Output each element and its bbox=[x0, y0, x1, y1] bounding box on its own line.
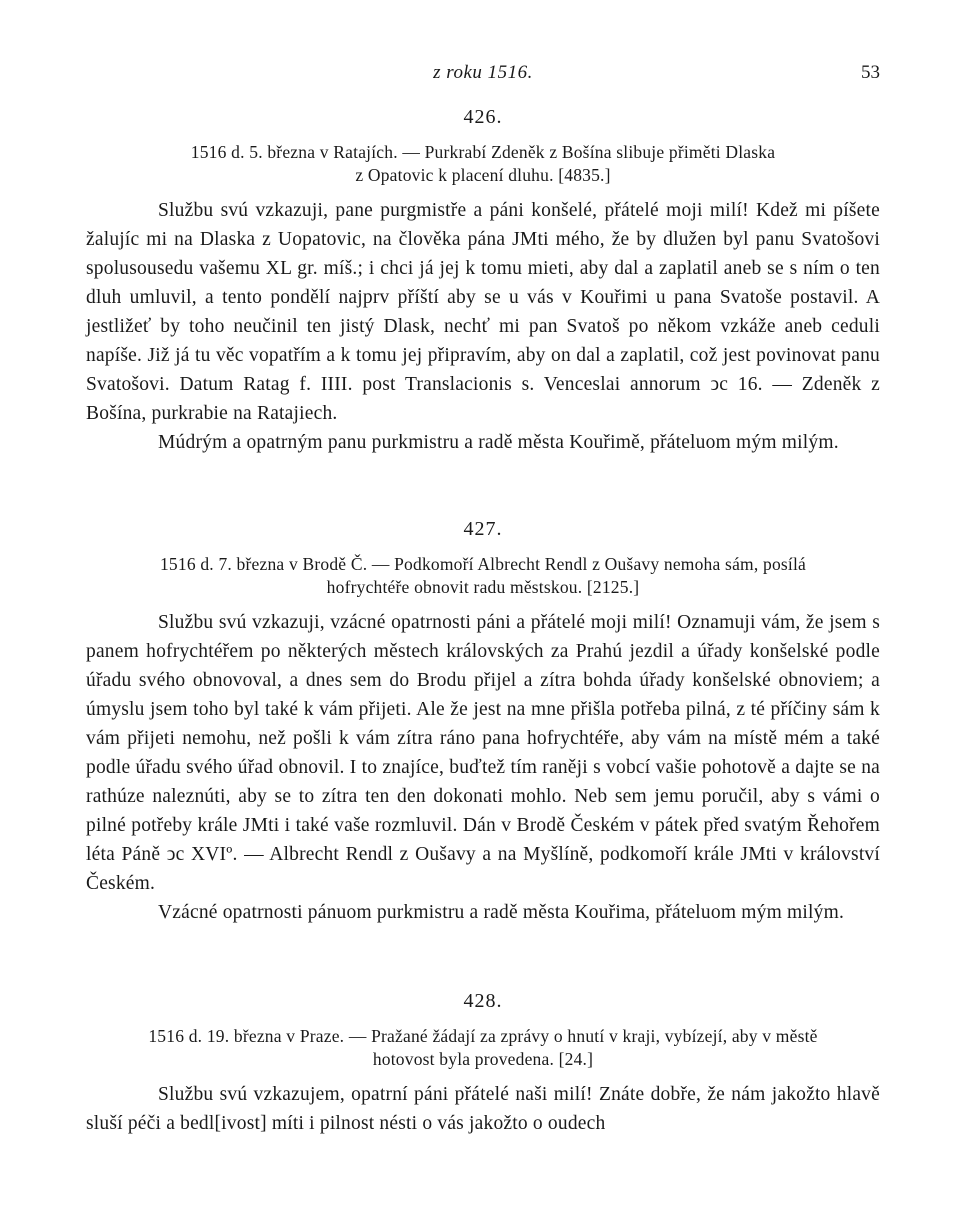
regest-line: 1516 d. 19. března v Praze. — Pražané žádají za zprávy o hnutí v kraji, vybízejí, aby v městě bbox=[148, 1026, 818, 1046]
document-regest bbox=[86, 1025, 880, 1071]
document-number: 426. bbox=[463, 106, 503, 128]
running-head bbox=[86, 62, 880, 86]
address-paragraph: Múdrým a opatrným panu purkmistru a radě města Kouřimě, přáteluom mým milým. bbox=[158, 432, 839, 453]
document-regest bbox=[86, 553, 880, 599]
regest-line: 1516 d. 5. března v Ratajích. — Purkrabí Zdeněk z Bošína slibuje přiměti Dlaska bbox=[190, 142, 776, 162]
letter-paragraph: Službu svú vzkazuji, vzácné opatrnosti páni a přátelé moji milí! Oznamuji vám, že jsem s panem hofrychtéřem po některých městech královských za Prahú jezdil a úřady konšelské podle úřadu svého obnovoval, a dnes sem do Brodu přijel a zítra bohda úřady konšelské obnoviem; a úmyslu jsem toho byl také k vám přijeti. Ale že jest na mne přišla potřeba pilná, z té příčiny sám k vám přijeti nemohu, než pošli k vám zítra ráno pana hofrychtéře, aby vám na místě mém a také podle úřadu svého úřad obnovil. I to znajíce, buďtež tím raněji s vobcí vašie pohotově a dajte se na rathúze naleznúti, aby se to zítra ten den dokonati mohlo. Neb sem jemu poručil, aby s vámi o pilné potřeby krále JMti i také vaše rozmluvil. Dán v Brodě Českém v pátek před svatým Řehořem léta Páně ↄc XVIº. — Albrecht Rendl z Oušavy a na Myšlíně, podkomoří krále JMti v království Českém. bbox=[86, 612, 880, 894]
document-text bbox=[86, 608, 880, 927]
regest-line: z Opatovic k placení dluhu. [4835.] bbox=[355, 165, 611, 185]
document-text bbox=[86, 1080, 880, 1138]
document-text bbox=[86, 196, 880, 457]
page-number: 53 bbox=[861, 62, 880, 83]
document-number: 427. bbox=[463, 518, 503, 540]
document-entry bbox=[86, 106, 880, 457]
running-title: z roku 1516. bbox=[433, 62, 533, 83]
document-number: 428. bbox=[463, 990, 503, 1012]
regest-line: hofrychtéře obnovit radu městskou. [2125.] bbox=[326, 577, 640, 597]
letter-paragraph: Službu svú vzkazujem, opatrní páni přátelé naši milí! Znáte dobře, že nám jakožto hlavě sluší péči a bedl[ivost] míti i pilnost nésti o vás jakožto o oudech bbox=[86, 1084, 880, 1134]
regest-line: 1516 d. 7. března v Brodě Č. — Podkomoří Albrecht Rendl z Oušavy nemoha sám, posílá bbox=[159, 554, 806, 574]
letter-paragraph: Službu svú vzkazuji, pane purgmistře a páni konšelé, přátelé moji milí! Kdež mi píšete žalujíc mi na Dlaska z Uopatovic, na člověka pána JMti mého, že by dlužen byl panu Svatošovi spolusousedu vašemu XL gr. míš.; i chci já jej k tomu mieti, aby dal a zaplatil aneb se s ním o ten dluh umluvil, a tento pondělí najprv příští aby se u vás v Kouřimi u pana Svatoše postavil. A jestližeť by toho neučinil ten jistý Dlask, nechť mi pan Svatoš po někom vzkáže aneb ceduli napíše. Již já tu věc vopatřím a k tomu jej připravím, aby on dal a zaplatil, což jest povinovat panu Svatošovi. Datum Ratag f. IIII. post Translacionis s. Venceslai annorum ↄc 16. — Zdeněk z Bošína, purkrabie na Ratajiech. bbox=[86, 200, 880, 424]
address-paragraph: Vzácné opatrnosti pánuom purkmistru a radě města Kouřima, přáteluom mým milým. bbox=[158, 902, 845, 923]
regest-line: hotovost byla provedena. [24.] bbox=[372, 1049, 594, 1069]
document-regest bbox=[86, 141, 880, 187]
document-entry bbox=[86, 518, 880, 927]
document-entry bbox=[86, 990, 880, 1138]
